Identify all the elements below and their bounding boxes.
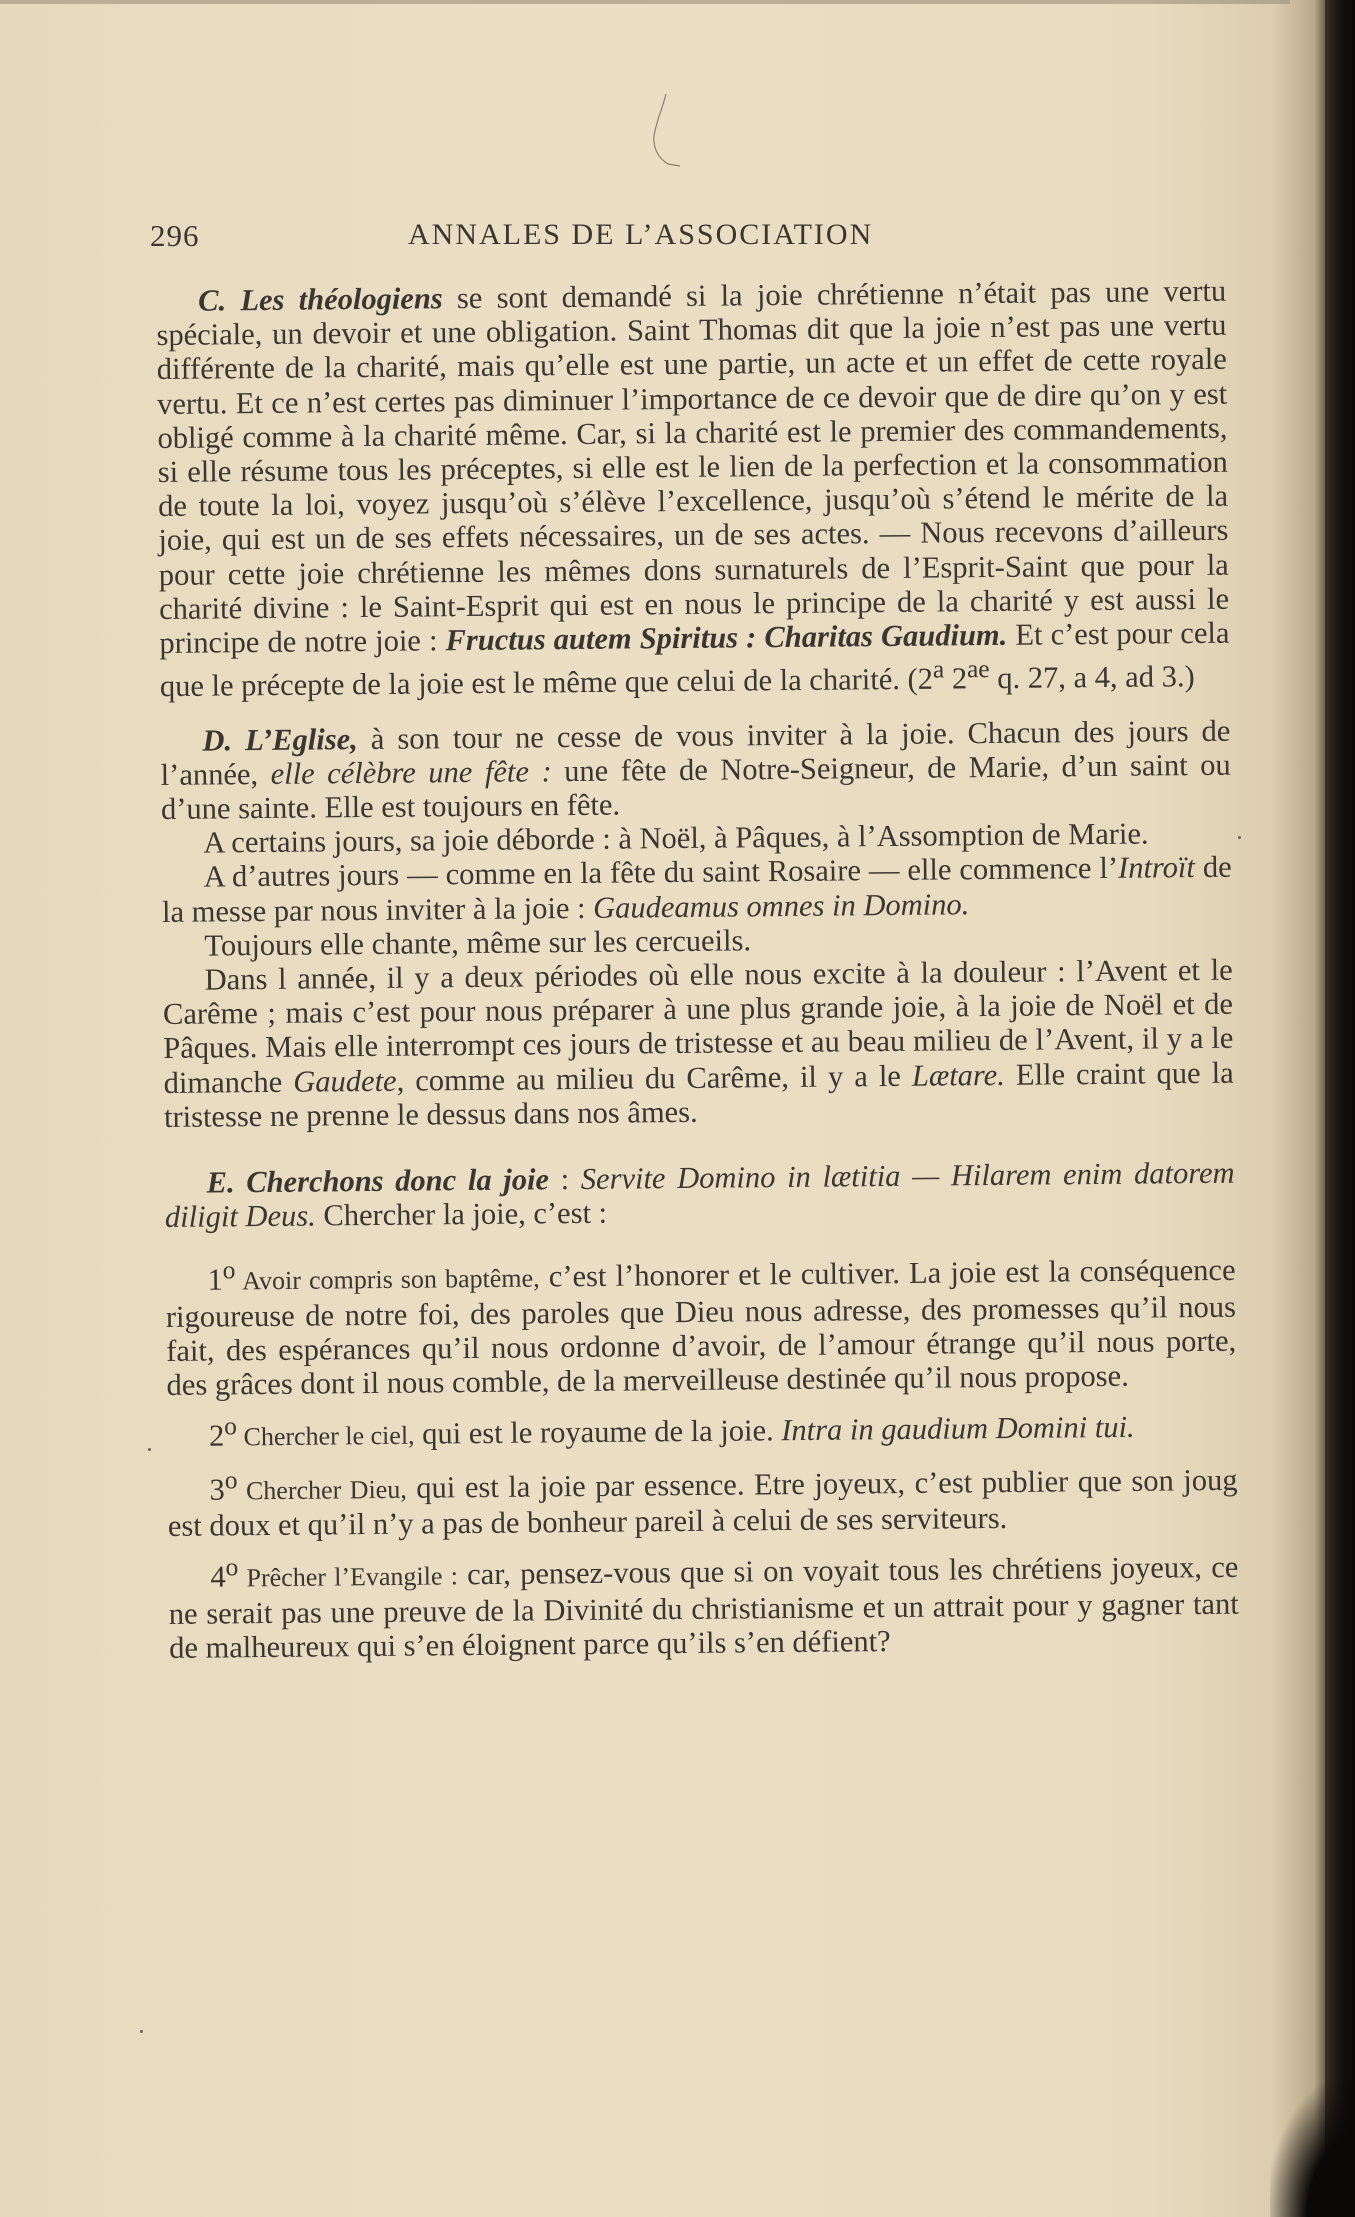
section-d-laetare: Lætare. bbox=[911, 1057, 1006, 1093]
pencil-mark bbox=[642, 92, 682, 172]
item-lead: Prêcher l’Evangile : bbox=[238, 1561, 459, 1593]
item-text: qui est la joie par essence. Etre joyeux, c’est publier que son joug est doux et qu’il n’y a pas de bonheur pareil à celui de ses serviteurs. bbox=[167, 1462, 1238, 1544]
section-c-sup-a: a bbox=[932, 655, 945, 684]
section-c-text-mid: 2 bbox=[944, 661, 968, 696]
section-c-text-end: q. 27, a 4, ad 3.) bbox=[989, 659, 1195, 696]
section-d-p5-b: , comme au milieu du Carême, il y a le bbox=[396, 1058, 913, 1098]
section-d-gaudete: Gaudete bbox=[293, 1063, 397, 1099]
section-e-text-after: Chercher la joie, c’est : bbox=[315, 1195, 608, 1233]
section-c-text-after: Et c’est pour cela que le précepte de la joie est le même que celui de la charité. (2 bbox=[159, 615, 1230, 704]
section-d-p5 bbox=[163, 953, 1235, 1134]
list-item bbox=[167, 1400, 1237, 1456]
item-sup: o bbox=[222, 1256, 236, 1285]
book-spine-edge bbox=[1325, 0, 1355, 2217]
section-d-p5-a: Dans l année, il y a deux périodes où elle nous excite à la douleur : l’Avent et le Carême ; mais c’est pour nous préparer à une plus grande joie, à la joie de Noël et de Pâques. Mais elle interrompt ces jours de tristesse et au beau milieu de l’Avent, il y a le dimanche bbox=[162, 952, 1234, 1100]
section-d-p2: A certains jours, sa joie déborde : à Noël, à Pâques, à l’Assomption de Marie. bbox=[203, 816, 1149, 860]
section-c-text: se sont demandé si la joie chrétienne n’était pas une vertu spéciale, un devoir et une obligation. Saint Thomas dit que la joie n’est pas une vertu différente de la charité, mais qu’elle est une partie, un acte et un effet de cette royale vertu. Et ce n’est certes pas diminuer l’importance de ce devoir que de dire qu’on y est obligé comme à la charité même. Car, si la charité est le premier des commandements, si elle résume tous les préceptes, si elle est le lien de la perfection et la consommation de toute la loi, voyez jusqu’où s’élève l’excellence, jusqu’où s’étend le mérite de la joie, qui est un de ses effets nécessaires, un de ses actes. — Nous recevons d’ailleurs pour cette joie chrétienne les mêmes dons surnaturels de l’Esprit-Saint que pour la charité divine : le Saint-Esprit qui est en nous le principe de la charité y est aussi le principe de notre joie : bbox=[156, 273, 1230, 661]
section-e-heading: E. Cherchons donc la joie bbox=[206, 1162, 550, 1200]
section-d-p5-c: Elle craint que la tristesse ne prenne le dessus dans nos âmes. bbox=[163, 1055, 1234, 1134]
item-sup: o bbox=[225, 1553, 239, 1582]
item-text: car, pensez-vous que si on voyait tous les chrétiens joyeux, ce ne serait pas une preuve de la Divinité du christianisme et un attrait pour y gagner tant de malheureux qui s’en éloignent parce qu’ils s’en défient? bbox=[168, 1550, 1239, 1665]
item-number: 2 bbox=[208, 1418, 225, 1454]
list-item bbox=[167, 1453, 1238, 1543]
margin-mark bbox=[1238, 836, 1241, 839]
body-text bbox=[156, 274, 1239, 1665]
list-item bbox=[168, 1541, 1239, 1665]
section-e-colon: : bbox=[548, 1161, 581, 1197]
section-d-text: à son tour ne cesse de vous inviter à la joie. Chacun des jours de l’année, bbox=[160, 713, 1231, 792]
section-e-paragraph bbox=[164, 1156, 1235, 1235]
item-lead: Chercher Dieu, bbox=[237, 1474, 407, 1506]
section-d-text-after: une fête de Notre-Seigneur, de Marie, d’un saint ou d’une sainte. Elle est toujours en fête. bbox=[160, 747, 1231, 826]
section-d-p3 bbox=[162, 850, 1233, 929]
item-number: 3 bbox=[209, 1472, 225, 1507]
item-lead: Avoir compris son baptême, bbox=[235, 1263, 540, 1296]
section-c-sup-ae: ae bbox=[966, 655, 990, 684]
margin-mark bbox=[148, 1448, 151, 1451]
section-d-introit: Introït bbox=[1117, 850, 1196, 886]
section-d-italic: elle célèbre une fête : bbox=[270, 754, 552, 791]
section-c-paragraph bbox=[156, 274, 1230, 704]
item-sup: o bbox=[224, 1466, 238, 1495]
section-c-heading: C. Les théologiens bbox=[197, 281, 443, 318]
section-d-p3-quote: Gaudeamus omnes in Domino. bbox=[592, 886, 970, 925]
top-edge-rule bbox=[0, 0, 1290, 4]
running-title: ANNALES DE L’ASSOCIATION bbox=[408, 218, 874, 251]
section-d-p4: Toujours elle chante, même sur les cercueils. bbox=[204, 923, 752, 963]
item-sup: o bbox=[224, 1412, 238, 1441]
corner-shadow bbox=[1270, 2080, 1355, 2217]
margin-mark bbox=[140, 2030, 143, 2033]
section-d-p3-b: de la messe par nous inviter à la joie : bbox=[161, 850, 1232, 929]
item-text: qui est le royaume de la joie. bbox=[414, 1413, 782, 1452]
list-item bbox=[165, 1244, 1236, 1402]
section-e-quote: Servite Domino in lætitia — Hilarem enim datorem diligit Deus. bbox=[164, 1155, 1235, 1235]
section-d-paragraph bbox=[160, 713, 1231, 826]
item-number: 4 bbox=[210, 1559, 226, 1595]
section-c-quote: Fructus autem Spiritus : Charitas Gaudium. bbox=[445, 617, 1008, 658]
running-head bbox=[150, 218, 1260, 264]
item-quote: Intra in gaudium Domini tui. bbox=[781, 1410, 1135, 1448]
section-d-p3-a: A d’autres jours — comme en la fête du saint Rosaire — elle commence l’ bbox=[203, 851, 1119, 894]
section-d-heading: D. L’Eglise, bbox=[202, 721, 358, 758]
item-lead: Chercher le ciel, bbox=[236, 1421, 415, 1452]
item-text: c’est l’honorer et le cultiver. La joie est la conséquence rigoureuse de notre foi, des paroles que Dieu nous adresse, des promesses qu’il nous fait, des espérances qu’il nous ordonne d’avoir, de l’amour étrange qu’il nous porte, des grâces dont il nous comble, de la merveilleuse destinée qu’il nous propose. bbox=[165, 1253, 1237, 1403]
item-number: 1 bbox=[207, 1262, 223, 1298]
page-number: 296 bbox=[150, 218, 200, 253]
